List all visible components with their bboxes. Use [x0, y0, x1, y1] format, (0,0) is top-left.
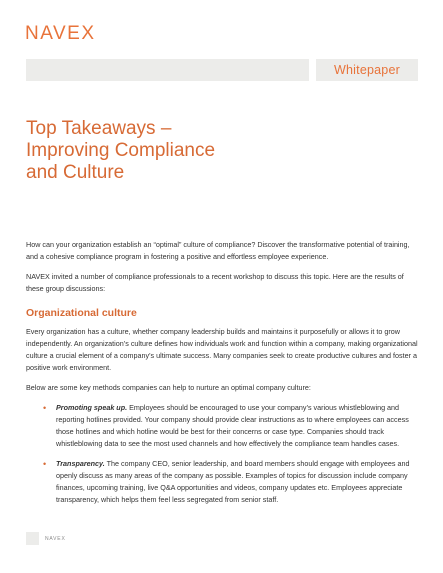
navex-logo: NAVEX	[25, 23, 96, 44]
header-band-gap	[309, 59, 316, 81]
title-line-3: and Culture	[26, 162, 125, 183]
list-item	[43, 458, 418, 506]
intro-paragraph-1: How can your organization establish an “optimal” culture of compliance? Discover the transformative potential of training, and a cohesive compliance program in fostering a positive and effortless employee experience.	[26, 240, 410, 261]
intro-paragraph-2: NAVEX invited a number of compliance professionals to a recent workshop to discuss this topic. Here are the results of these group discussions:	[26, 272, 404, 293]
section-paragraph-1: Every organization has a culture, whether company leadership builds and maintains it purposefully or allows it to grow independently. An organization’s culture defines how individuals work and function within a company, making organizational culture a crucial element of a company’s ultimate success. Many companies seek to create productive cultures and foster a positive work environment.	[26, 327, 418, 372]
page-title	[26, 118, 326, 184]
list-item	[43, 402, 418, 450]
bullet-icon: •	[43, 403, 47, 413]
title-line-1: Top Takeaways –	[26, 118, 172, 139]
footer-page-box	[26, 532, 39, 545]
bullet-text: Employees should be encouraged to use your company’s various whistleblowing and reporting hotlines provided. Your company should provide clear instructions as to where employees can access those hotlines and which hotline would be best for their concerns or case type. Companies should track whistleblowing data to see the most used channels and how effectively the compliance team handles cases.	[56, 403, 409, 448]
document-body	[26, 239, 418, 514]
section-heading: Organizational culture	[26, 307, 137, 319]
bullet-title: Transparency.	[56, 459, 105, 468]
page-footer	[26, 532, 66, 545]
doc-type-label: Whitepaper	[334, 63, 400, 77]
bullet-title: Promoting speak up.	[56, 403, 128, 412]
header-band-left	[26, 59, 309, 81]
bullet-icon: •	[43, 459, 47, 469]
methods-list	[26, 402, 418, 506]
footer-text: NAVEX	[45, 535, 66, 542]
bullet-text: The company CEO, senior leadership, and board members should engage with employees and openly discuss as many areas of the company as possible. Examples of topics for discussion include company finances, upcoming training, live Q&A opportunities and videos, company updates etc. Employees appreciate transparency, which helps them feel less segregated from senior staff.	[56, 459, 410, 504]
doc-type-tag	[316, 59, 418, 81]
section-paragraph-2: Below are some key methods companies can help to nurture an optimal company culture:	[26, 383, 311, 392]
title-line-2: Improving Compliance	[26, 140, 216, 161]
header-band	[26, 59, 418, 81]
